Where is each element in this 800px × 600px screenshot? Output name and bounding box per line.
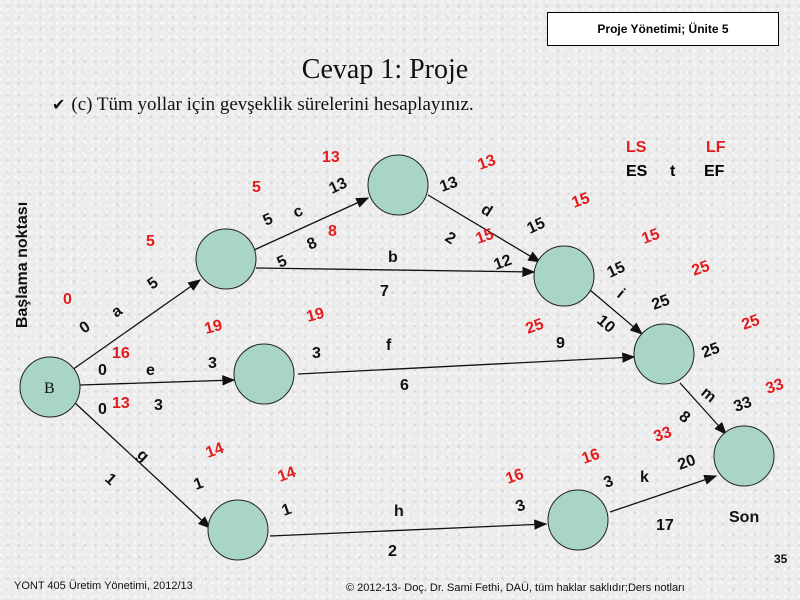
label-d-ef: 12 <box>491 251 515 274</box>
label-f-ls: 19 <box>202 316 225 338</box>
edge-k <box>610 476 716 512</box>
page-number: 35 <box>774 552 788 566</box>
label-k-lf: 16 <box>579 445 603 468</box>
slide-title: Cevap 1: Proje <box>301 54 469 85</box>
edge-b <box>256 268 534 272</box>
label-m-lf2: 33 <box>763 375 787 398</box>
label-k-name: k <box>640 469 649 486</box>
node-2 <box>368 155 428 215</box>
label-d-ef2: 15 <box>569 189 593 212</box>
label-c-name: c <box>290 202 306 222</box>
label-c-ls: 5 <box>252 179 261 196</box>
label-d-name: d <box>477 200 496 221</box>
label-h-es2: 1 <box>279 500 294 520</box>
legend-es: ES <box>626 163 648 180</box>
edge-f <box>298 357 634 374</box>
label-m-name: m <box>697 384 720 407</box>
legend-ls: LS <box>626 139 647 156</box>
label-i-es: 15 <box>604 258 628 282</box>
label-a-es: 0 <box>76 318 94 338</box>
node-3 <box>234 344 294 404</box>
label-m-ef2: 33 <box>731 393 755 416</box>
label-c-ef: 13 <box>326 174 350 198</box>
label-d-ls: 15 <box>524 214 548 238</box>
legend-t: t <box>670 163 676 180</box>
label-d-lf2: 15 <box>473 225 497 248</box>
node-7 <box>548 490 608 550</box>
checkmark-icon: ✔ <box>52 95 66 114</box>
label-f-ef: 3 <box>312 345 321 362</box>
node-1 <box>196 229 256 289</box>
label-m-t: 8 <box>675 408 694 427</box>
node-6 <box>208 500 268 560</box>
label-i-ef: 25 <box>649 291 673 314</box>
label-f-t: 6 <box>400 377 409 394</box>
label-e-lf: 16 <box>112 345 130 362</box>
label-c-t: 8 <box>304 234 320 254</box>
label-i-lf: 15 <box>639 225 663 248</box>
label-h-t: 2 <box>388 543 397 560</box>
label-b-t: 7 <box>380 283 389 300</box>
node-end-label: Son <box>729 509 760 526</box>
label-c-es: 5 <box>260 210 276 230</box>
question-text: (c) Tüm yollar için gevşeklik sürelerini hesaplayınız. <box>71 94 474 115</box>
label-b-ls: 5 <box>146 233 155 250</box>
label-k-t: 17 <box>656 517 674 534</box>
label-h-es: 1 <box>191 474 206 494</box>
node-4 <box>534 246 594 306</box>
label-h-name: h <box>394 503 404 520</box>
label-i-ef2: 25 <box>689 257 713 280</box>
label-j-lf: 25 <box>739 311 763 334</box>
label-e-es2: 0 <box>98 401 107 418</box>
label-a-name: a <box>108 302 126 322</box>
label-k-ls: 16 <box>503 465 527 488</box>
label-j-ef: 25 <box>699 339 723 362</box>
label-k-es2: 3 <box>601 472 616 492</box>
node-end <box>714 426 774 486</box>
footer-course: YONT 405 Üretim Yönetimi, 2012/13 <box>14 580 193 592</box>
node-5 <box>634 324 694 384</box>
label-j-ls: 25 <box>523 315 547 338</box>
label-a-ls: 0 <box>63 291 72 308</box>
label-b-name: b <box>388 249 398 266</box>
footer-copyright: © 2012-13- Doç. Dr. Sami Fethi, DAÜ, tüm haklar saklıdır;Ders notları <box>346 582 685 594</box>
label-a-ef: 5 <box>144 274 162 294</box>
course-title-box: Proje Yönetimi; Ünite 5 <box>547 12 779 46</box>
edge-g <box>74 402 210 528</box>
label-e-ls: 13 <box>112 395 130 412</box>
node-start-label: B <box>44 380 55 397</box>
label-c-lf: 13 <box>322 149 340 166</box>
label-h-lf: 14 <box>275 463 299 486</box>
label-g-t: 1 <box>101 470 120 489</box>
edge-h <box>270 524 546 536</box>
label-e-es: 0 <box>98 362 107 379</box>
label-m-ls: 33 <box>651 423 675 446</box>
edge-a <box>72 280 200 370</box>
label-d-t: 2 <box>441 228 459 249</box>
label-k-es: 3 <box>513 496 528 516</box>
label-k-ef: 20 <box>675 451 699 474</box>
label-h-ls: 14 <box>203 439 227 462</box>
label-e-ef: 3 <box>154 397 163 414</box>
label-c-t2: 8 <box>328 223 337 240</box>
label-d-lf: 13 <box>475 151 499 174</box>
start-point-label: Başlama noktası <box>14 201 31 329</box>
label-f-name: f <box>386 337 392 354</box>
label-j-t: 9 <box>556 335 565 352</box>
edge-e <box>80 380 234 385</box>
label-i-name: i <box>613 286 628 302</box>
label-b-es: 5 <box>274 252 290 272</box>
label-f-es: 3 <box>208 355 217 372</box>
label-i-t: 10 <box>593 312 618 337</box>
legend-lf: LF <box>706 139 726 156</box>
legend-ef: EF <box>704 163 725 180</box>
label-d-es: 13 <box>437 173 461 196</box>
label-e-name: e <box>146 362 155 379</box>
label-f-lf: 19 <box>304 304 327 326</box>
label-g-name: g <box>133 446 152 466</box>
